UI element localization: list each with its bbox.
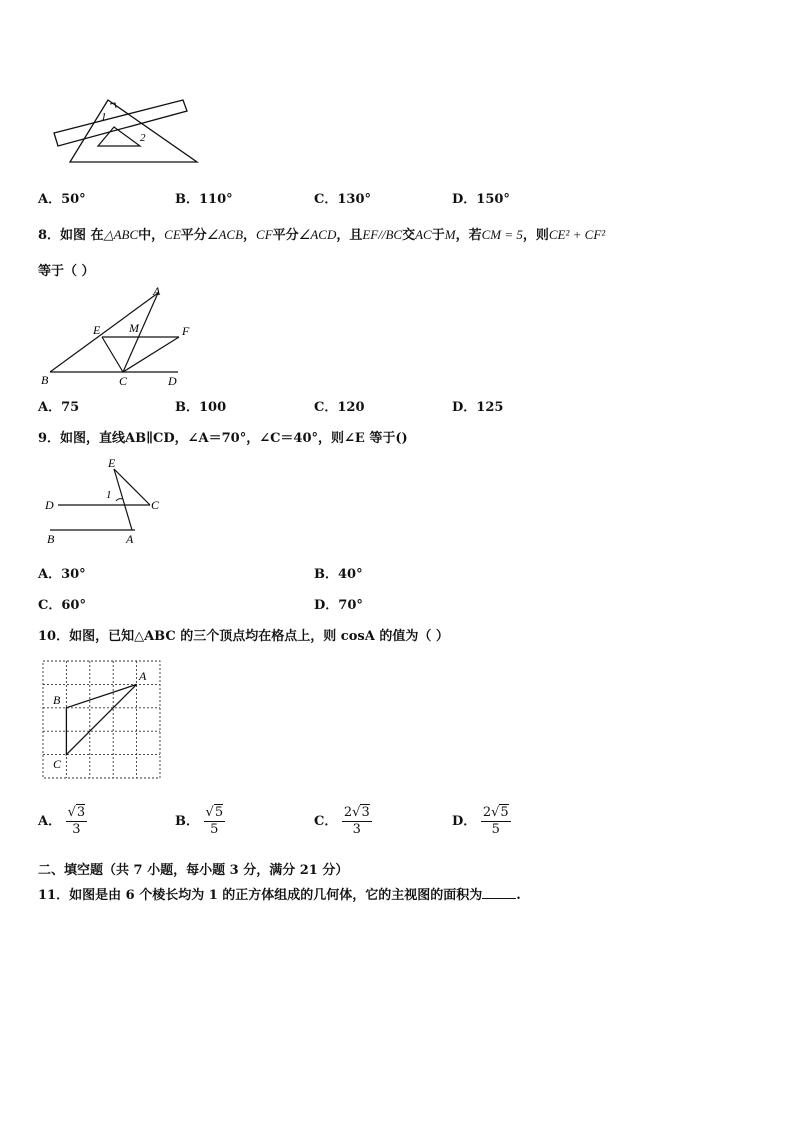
q10-option-d-fraction [481, 805, 511, 838]
q10-option-a-letter: A． [38, 814, 62, 829]
q10-option-c-coefficient: 2 [343, 805, 353, 820]
q10-option-b-letter: B． [175, 814, 199, 829]
q8-ce: CE [164, 227, 181, 242]
q8-label-c: C [119, 374, 128, 388]
q10-option-a-denominator: 3 [72, 822, 81, 837]
q11-tail: . [516, 888, 521, 903]
q9-label-a: A [126, 532, 134, 546]
q8-m: M [444, 227, 456, 242]
q9-label-c: C [151, 498, 160, 512]
q10-option-a-radicand: 3 [76, 805, 86, 820]
q10-option-a-numerator: √3 [67, 805, 86, 820]
q9-option-b[interactable]: B．40° [314, 567, 363, 582]
q8-text: 中， [138, 228, 165, 243]
q10-option-b-fraction [204, 805, 226, 838]
q8-text: 平分 [272, 228, 299, 243]
q8-option-b[interactable]: B．100 [175, 400, 227, 415]
q10-option-c[interactable] [314, 805, 372, 838]
q9-option-a[interactable]: A．30° [38, 567, 86, 582]
q8-label-b: B [41, 373, 49, 387]
q8-figure [36, 283, 196, 389]
q7-label-1: 1 [101, 111, 107, 123]
q10-option-b[interactable] [175, 805, 225, 838]
q8-label-a: A [153, 284, 161, 298]
q8-cm: CM = 5 [481, 227, 523, 242]
q8-option-d[interactable]: D．125 [452, 400, 504, 415]
q8-cf: CF [256, 227, 273, 242]
q7-figure [50, 95, 210, 170]
q8-stem [38, 224, 605, 243]
q8-text: ， [243, 228, 257, 243]
q10-option-d-letter: D． [452, 814, 477, 829]
q8-number: 8．如图 在 [38, 228, 104, 243]
q8-text: 平分 [180, 228, 207, 243]
q10-label-c: C [53, 757, 62, 771]
q11-stem [38, 884, 521, 903]
q10-option-c-denominator: 3 [352, 822, 361, 837]
q10-option-b-radicand: 5 [214, 805, 224, 820]
q10-grid-figure [40, 658, 166, 782]
q8-option-c[interactable]: C．120 [314, 400, 365, 415]
q10-label-b: B [53, 693, 61, 707]
q9-label-b: B [47, 532, 55, 546]
q10-stem: 10．如图，已知△ABC 的三个顶点均在格点上，则 cosA 的值为（ ） [38, 629, 449, 644]
q10-option-b-denominator: 5 [210, 822, 219, 837]
q10-option-d-radicand: 5 [500, 805, 509, 820]
q9-option-c[interactable]: C．60° [38, 598, 86, 613]
q8-label-f: F [182, 324, 190, 338]
q8-label-e: E [93, 323, 101, 337]
q11-text: 11．如图是由 6 个棱长均为 1 的正方体组成的几何体，它的主视图的面积为 [38, 888, 483, 903]
q10-option-c-fraction [342, 805, 372, 838]
q11-answer-blank[interactable] [482, 886, 516, 899]
q8-text: 于 [431, 228, 445, 243]
q7-option-b[interactable]: B．110° [175, 192, 233, 207]
q10-option-d[interactable] [452, 805, 511, 838]
q10-option-d-numerator: 2√5 [482, 805, 509, 820]
q8-option-a[interactable]: A．75 [38, 400, 80, 415]
q10-label-a: A [139, 669, 147, 683]
q8-angle-acb: ∠ACB [206, 227, 244, 242]
q8-text: 交 [402, 228, 416, 243]
q10-option-d-coefficient: 2 [482, 805, 492, 820]
q9-stem: 9．如图，直线AB∥CD，∠A＝70°，∠C＝40°，则∠E 等于() [38, 431, 408, 446]
q10-option-c-letter: C． [314, 814, 338, 829]
q8-triangle: △ABC [103, 227, 139, 242]
q7-option-a[interactable]: A．50° [38, 192, 86, 207]
q10-option-b-numerator: √5 [205, 805, 224, 820]
q9-label-d: D [45, 498, 54, 512]
q8-angle-acd: ∠ACD [298, 227, 337, 242]
q8-text: ，若 [455, 228, 482, 243]
q10-option-a[interactable] [38, 805, 87, 838]
q10-option-c-numerator: 2√3 [343, 805, 370, 820]
q7-option-d[interactable]: D．150° [452, 192, 510, 207]
q7-label-2: 2 [140, 132, 146, 144]
q8-label-m: M [129, 321, 139, 335]
q9-label-1: 1 [106, 489, 112, 501]
q8-stem-line2: 等于（ ） [38, 264, 95, 279]
q10-option-a-fraction [66, 805, 88, 838]
q9-figure [40, 455, 170, 547]
q8-ef-parallel-bc: EF//BC [362, 227, 403, 242]
q8-expression: CE² + CF² [548, 227, 606, 242]
q8-label-d: D [168, 374, 177, 388]
q7-option-c[interactable]: C．130° [314, 192, 371, 207]
q9-label-e: E [108, 456, 116, 470]
section-heading: 二、填空题（共 7 小题，每小题 3 分，满分 21 分） [38, 863, 349, 878]
q10-option-c-radicand: 3 [361, 805, 370, 820]
q8-ac: AC [415, 227, 432, 242]
q8-text: ，且 [336, 228, 363, 243]
q10-option-d-denominator: 5 [491, 822, 500, 837]
q9-option-d[interactable]: D．70° [314, 598, 363, 613]
q8-text: ，则 [522, 228, 549, 243]
